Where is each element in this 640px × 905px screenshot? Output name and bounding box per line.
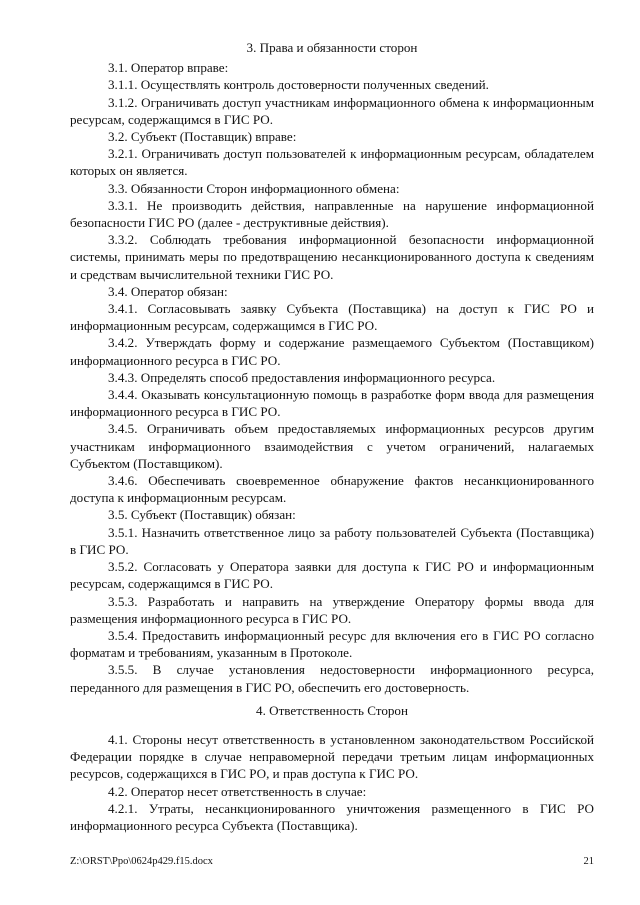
paragraph: 3.3.2. Соблюдать требования информационной безопасности информационной системы, принимать меры по предотвращению несанкционированного доступа к сведениям и средствам вычислительной техники ГИС РО. — [70, 232, 594, 282]
paragraph: 3.4.6. Обеспечивать своевременное обнаружение фактов несанкционированного доступа к информационным ресурсам. — [70, 473, 594, 506]
section-4-body — [70, 731, 594, 834]
paragraph: 3.2. Субъект (Поставщик) вправе: — [108, 129, 297, 145]
paragraph: 3.4.1. Согласовывать заявку Субъекта (Поставщика) на доступ к ГИС РО и информационным ресурсам, содержащимся в ГИС РО. — [70, 301, 594, 334]
footer-file-path: Z:\ORST\Ppo\0624p429.f15.docx — [70, 856, 213, 867]
paragraph: 3.5.2. Согласовать у Оператора заявки для доступа к ГИС РО и информационным ресурсам, содержащимся в ГИС РО. — [70, 559, 594, 592]
paragraph: 3.1. Оператор вправе: — [108, 60, 229, 76]
paragraph: 3.3.1. Не производить действия, направленные на нарушение информационной безопасности ГИС РО (далее - деструктивные действия). — [70, 197, 594, 231]
paragraph: 3.5. Субъект (Поставщик) обязан: — [108, 507, 296, 523]
section-3-heading: 3. Права и обязанности сторон — [246, 40, 418, 55]
paragraph: 4.1. Стороны несут ответственность в установленном законодательством Российской Федерации порядке в случае неправомерной передачи третьим лицам информационных ресурсов, содержащихся в ГИС РО, и прав доступа к ГИС РО. — [70, 731, 594, 782]
section-4-heading: 4. Ответственность Сторон — [256, 702, 408, 718]
paragraph: 3.5.1. Назначить ответственное лицо за работу пользователей Субъекта (Поставщика) в ГИС РО. — [70, 524, 594, 557]
paragraph: 3.5.3. Разработать и направить на утверждение Оператору формы ввода для размещения информационного ресурса в ГИС РО. — [70, 593, 594, 626]
paragraph: 3.4. Оператор обязан: — [108, 283, 228, 299]
paragraph: 4.2. Оператор несет ответственность в случае: — [108, 783, 367, 799]
paragraph: 3.4.4. Оказывать консультационную помощь в разработке форм ввода для размещения информационного ресурса в ГИС РО. — [70, 387, 594, 420]
paragraph: 3.5.5. В случае установления недостоверности информационного ресурса, переданного для размещения в ГИС РО, обеспечить его достоверность. — [70, 662, 594, 695]
section-3-body — [70, 59, 594, 696]
paragraph: 4.2.1. Утраты, несанкционированного уничтожения размещенного в ГИС РО информационного ресурса Субъекта (Поставщика). — [70, 800, 594, 833]
paragraph: 3.1.2. Ограничивать доступ участникам информационного обмена к информационным ресурсам, содержащимся в ГИС РО. — [70, 94, 594, 127]
paragraph: 3.4.5. Ограничивать объем предоставляемых информационных ресурсов другим участникам информационного взаимодействия с учетом ограничений, налагаемых Субъектом (Поставщиком). — [70, 421, 594, 471]
paragraph: 3.5.4. Предоставить информационный ресурс для включения его в ГИС РО согласно форматам и требованиям, указанным в Протоколе. — [70, 627, 594, 661]
paragraph: 3.4.2. Утверждать форму и содержание размещаемого Субъектом (Поставщиком) информационного ресурса в ГИС РО. — [70, 335, 594, 368]
paragraph: 3.2.1. Ограничивать доступ пользователей к информационным ресурсам, обладателем которых он является. — [70, 146, 594, 179]
paragraph: 3.1.1. Осуществлять контроль достоверности полученных сведений. — [108, 77, 489, 93]
page-number: 21 — [583, 856, 594, 867]
paragraph: 3.3. Обязанности Сторон информационного обмена: — [108, 180, 400, 196]
paragraph: 3.4.3. Определять способ предоставления информационного ресурса. — [108, 369, 496, 385]
document-body — [70, 39, 594, 834]
